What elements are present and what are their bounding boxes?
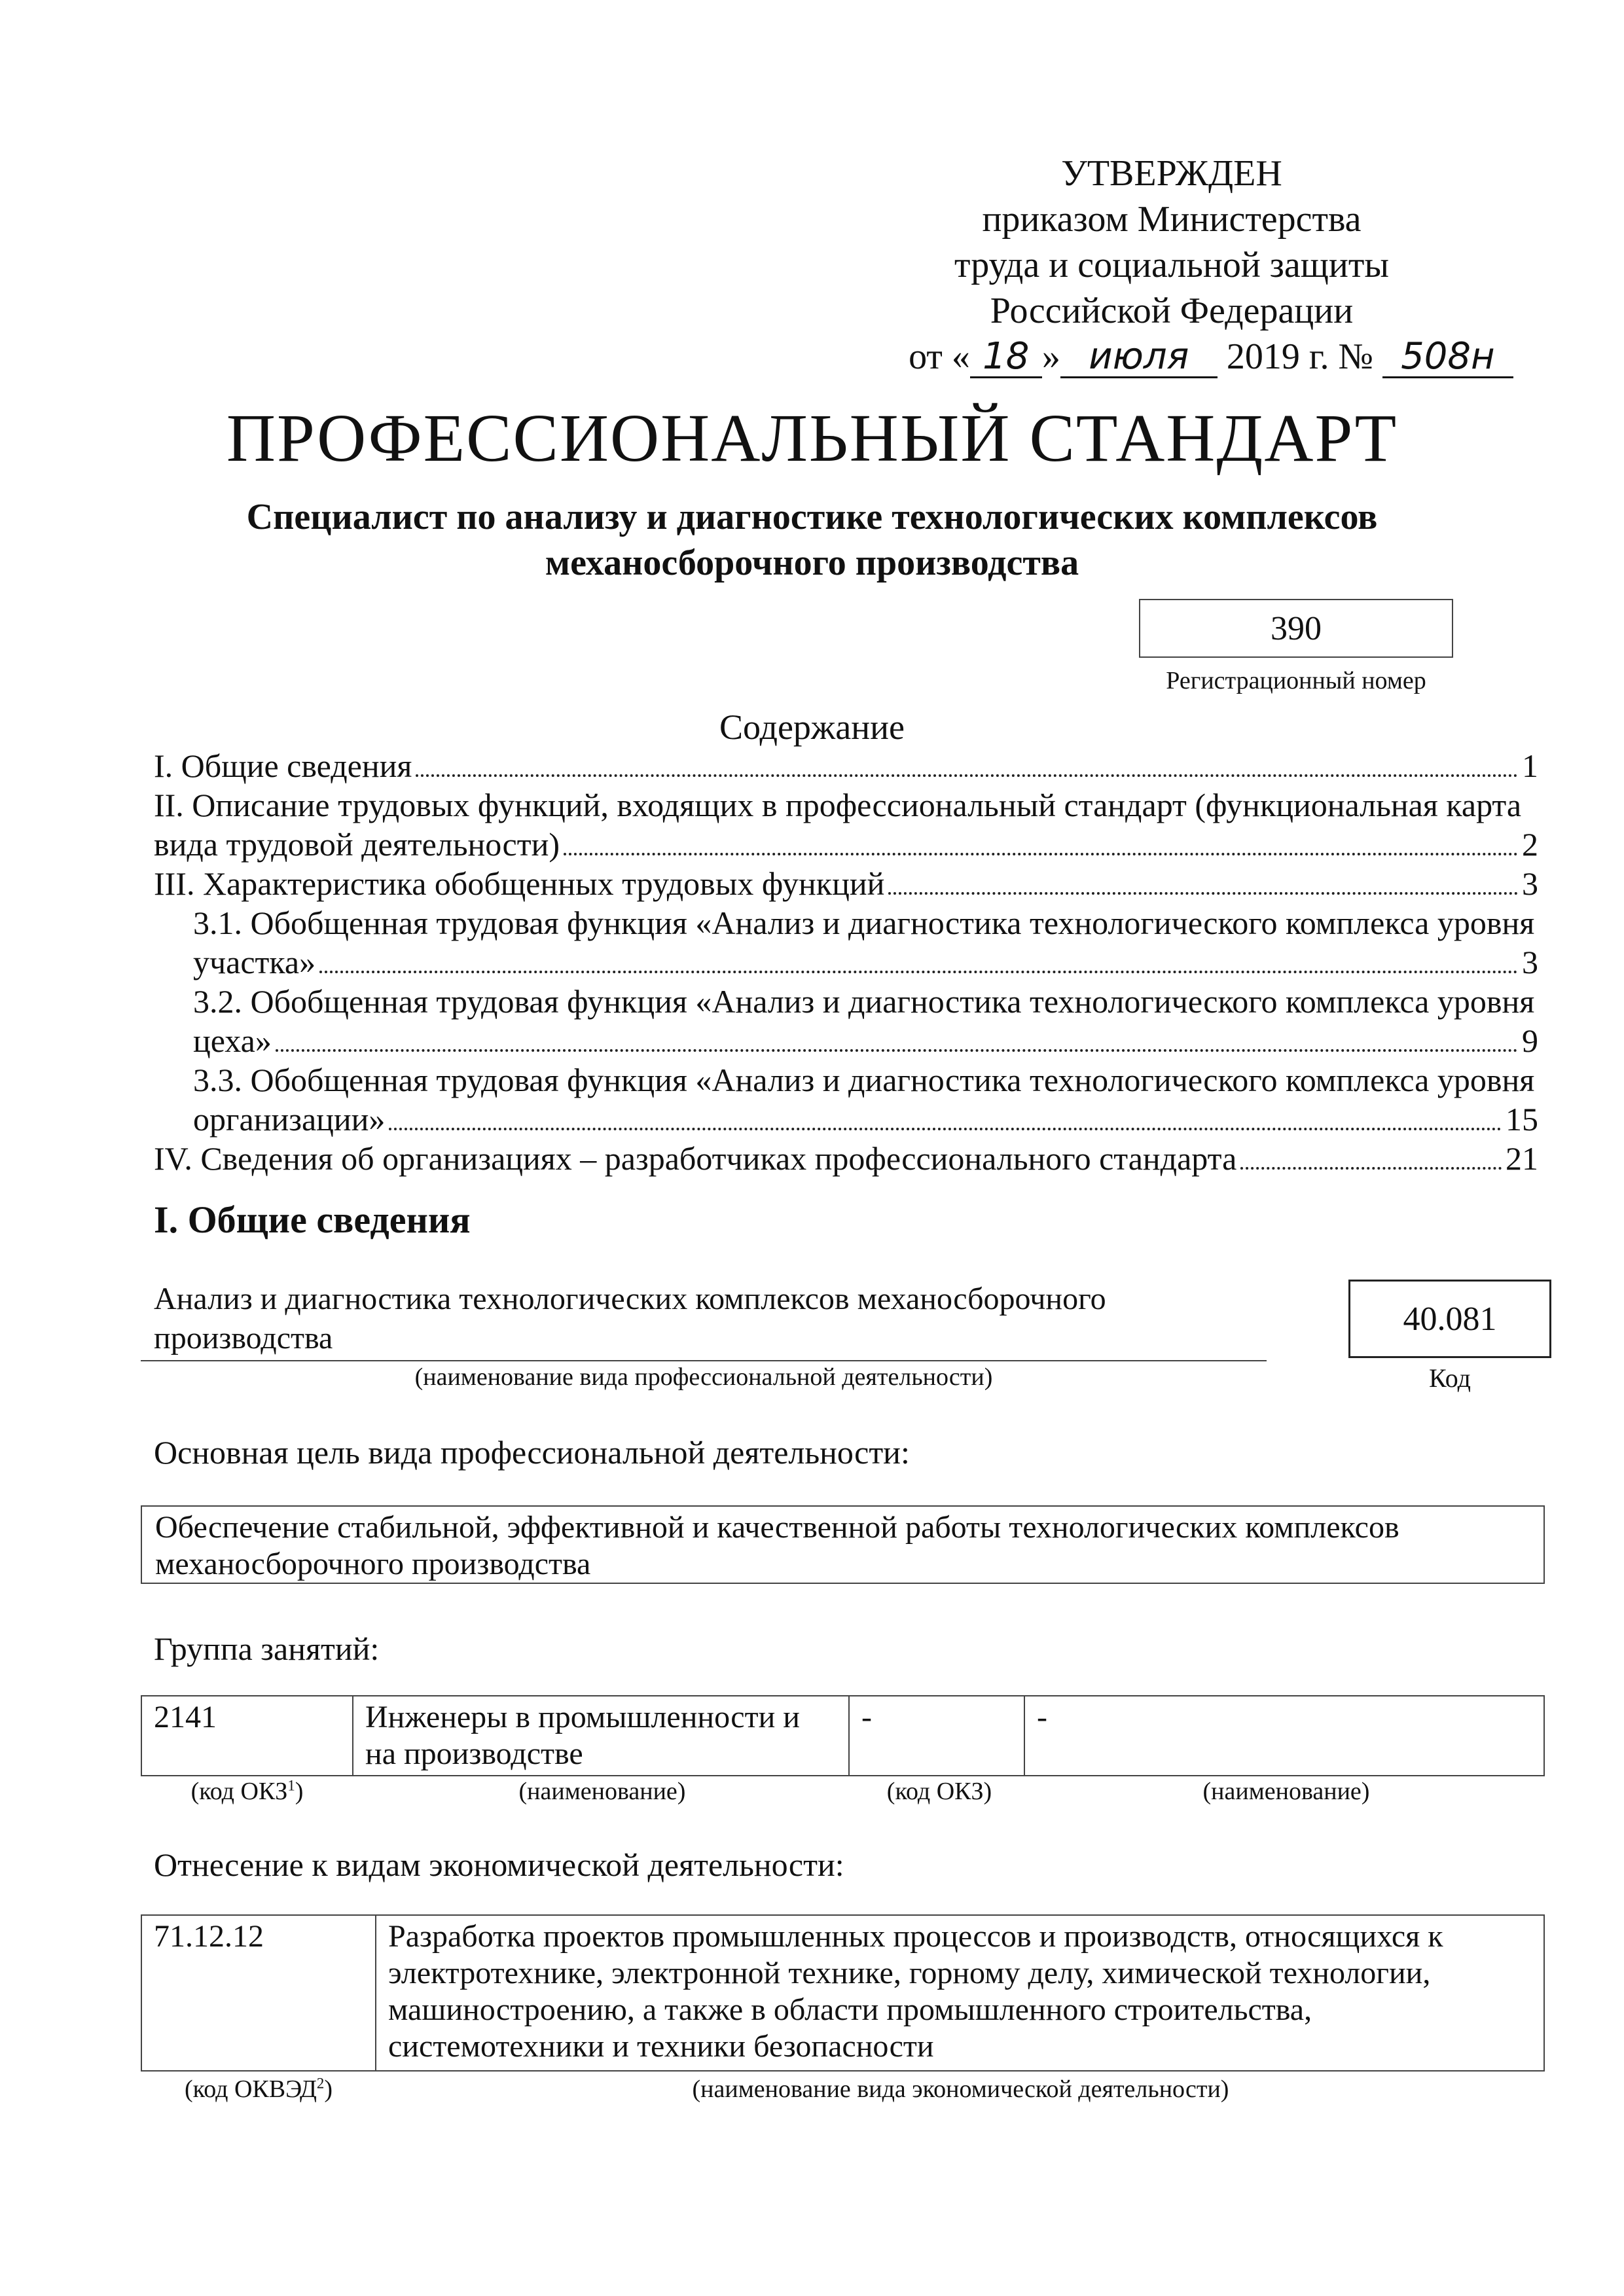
toc-entry-page: 9: [1522, 1022, 1538, 1059]
footnote-ref-2: 2: [316, 2075, 325, 2092]
toc-entry: [154, 982, 1538, 1060]
okz-name-cell: [353, 1696, 849, 1776]
goal-label: Основная цель вида профессиональной деятельности:: [154, 1434, 910, 1471]
okz-name-line-1: Инженеры в промышленности и: [365, 1700, 800, 1734]
document-title: ПРОФЕССИОНАЛЬНЫЙ СТАНДАРТ: [226, 401, 1398, 476]
registration-number-box: 390: [1139, 599, 1453, 658]
economic-activity-table: [141, 1914, 1545, 2072]
toc-entry-page: 2: [1522, 826, 1538, 863]
order-month-handwritten: июля: [1060, 337, 1218, 378]
toc-entry-text-cont: вида трудовой деятельности): [154, 826, 560, 863]
caption-okz-code: [141, 1777, 353, 1806]
toc-entry-text: II. Описание трудовых функций, входящих в профессиональный стандарт (функциональная карта: [154, 787, 1522, 823]
toc-entry-text: 3.1. Обобщенная трудовая функция «Анализ и диагностика технологического комплекса уровня: [193, 905, 1535, 941]
toc-entry: [154, 785, 1538, 864]
order-line: [785, 334, 1558, 380]
order-prefix: от «: [909, 336, 970, 377]
okz-name-cell-2: -: [1024, 1696, 1544, 1776]
table-row: [141, 1915, 1544, 2071]
toc-entry-text: 3.3. Обобщенная трудовая функция «Анализ и диагностика технологического комплекса уровня: [193, 1062, 1535, 1098]
toc-entry-text: IV. Сведения об организациях – разработчиках профессионального стандарта: [154, 1140, 1237, 1177]
caption-okved-code-text: (код ОКВЭД: [185, 2075, 317, 2103]
caption-okved-code: [141, 2075, 376, 2104]
caption-okz-name-2: (наименование): [1202, 1778, 1370, 1805]
document-subtitle: [0, 494, 1624, 586]
section-heading: I. Общие сведения: [154, 1198, 471, 1241]
activity-name: [154, 1280, 1267, 1358]
caption-okz-name: (наименование): [518, 1778, 686, 1805]
toc-entry-text-cont: организации»: [193, 1101, 386, 1138]
caption-okz-code-2: (код ОКЗ): [886, 1778, 992, 1805]
toc-entry-page: 3: [1522, 865, 1538, 902]
registration-caption: Регистрационный номер: [1166, 667, 1426, 694]
econ-label: Отнесение к видам экономической деятельности:: [154, 1846, 844, 1883]
okved-name-line-3: машиностроению, а также в области промышленного строительства,: [388, 1992, 1312, 2027]
goal-box: [141, 1505, 1545, 1584]
table-row: [141, 1696, 1544, 1776]
activity-underline: [141, 1360, 1267, 1361]
okved-name-line-4: системотехники и техники безопасности: [388, 2029, 934, 2064]
toc-entry-text-cont: цеха»: [193, 1022, 272, 1059]
order-mid: »: [1041, 336, 1060, 377]
toc-entry: [154, 1060, 1538, 1139]
subtitle-line-1: Специалист по анализу и диагностике технологических комплексов: [246, 497, 1378, 537]
toc-entry-page: 21: [1506, 1140, 1538, 1177]
toc-entry: [154, 1139, 1538, 1178]
toc-entry-text: III. Характеристика обобщенных трудовых функций: [154, 865, 885, 902]
approval-line-1: УТВЕРЖДЕН: [1061, 153, 1282, 194]
approval-line-3: труда и социальной защиты: [954, 245, 1389, 285]
caption-okved-code-end: ): [324, 2075, 333, 2103]
toc-heading: Содержание: [719, 708, 905, 747]
table-of-contents: [154, 746, 1538, 1178]
activity-name-line-1: Анализ и диагностика технологических комплексов механосборочного: [154, 1282, 1106, 1316]
activity-caption: (наименование вида профессиональной деятельности): [414, 1363, 993, 1391]
approval-line-4: Российской Федерации: [990, 291, 1354, 331]
toc-entry-text-cont: участка»: [193, 944, 316, 980]
okved-code-cell: 71.12.12: [141, 1915, 376, 2071]
toc-entry-page: 3: [1522, 944, 1538, 980]
occupation-group-table: [141, 1695, 1545, 1776]
toc-entry-text: 3.2. Обобщенная трудовая функция «Анализ и диагностика технологического комплекса уровня: [193, 983, 1535, 1020]
okz-code-cell-2: -: [849, 1696, 1024, 1776]
okved-name-cell: [376, 1915, 1544, 2071]
caption-okz-code-end: ): [295, 1778, 304, 1805]
group-label: Группа занятий:: [154, 1630, 380, 1667]
toc-entry-page: 1: [1522, 747, 1538, 784]
toc-entry: [154, 864, 1538, 903]
activity-name-line-2: производства: [154, 1321, 333, 1355]
order-year: 2019 г. №: [1226, 336, 1373, 377]
order-number-handwritten: 508н: [1382, 337, 1513, 378]
goal-line-2: механосборочного производства: [155, 1547, 591, 1581]
activity-code-box: 40.081: [1348, 1280, 1551, 1358]
footnote-ref-1: 1: [287, 1777, 295, 1794]
okved-name-line-1: Разработка проектов промышленных процессов и производств, относящихся к: [388, 1919, 1443, 1954]
toc-entry-page: 15: [1506, 1101, 1538, 1138]
order-day-handwritten: 18: [970, 337, 1042, 378]
okz-name-line-2: на производстве: [365, 1736, 583, 1771]
toc-entry: [154, 746, 1538, 785]
subtitle-line-2: механосборочного производства: [545, 543, 1079, 583]
goal-line-1: Обеспечение стабильной, эффективной и качественной работы технологических комплексов: [155, 1510, 1399, 1545]
okz-code-cell: 2141: [141, 1696, 353, 1776]
toc-entry: [154, 903, 1538, 982]
toc-entry-text: I. Общие сведения: [154, 747, 412, 784]
approval-block: [785, 151, 1558, 380]
caption-okved-name: (наименование вида экономической деятельности): [692, 2075, 1229, 2103]
approval-line-2: приказом Министерства: [982, 199, 1362, 240]
okved-name-line-2: электротехнике, электронной технике, горному делу, химической технологии,: [388, 1956, 1431, 1990]
caption-okz-code-text: (код ОКЗ: [190, 1778, 288, 1805]
activity-code-caption: Код: [1429, 1363, 1471, 1393]
